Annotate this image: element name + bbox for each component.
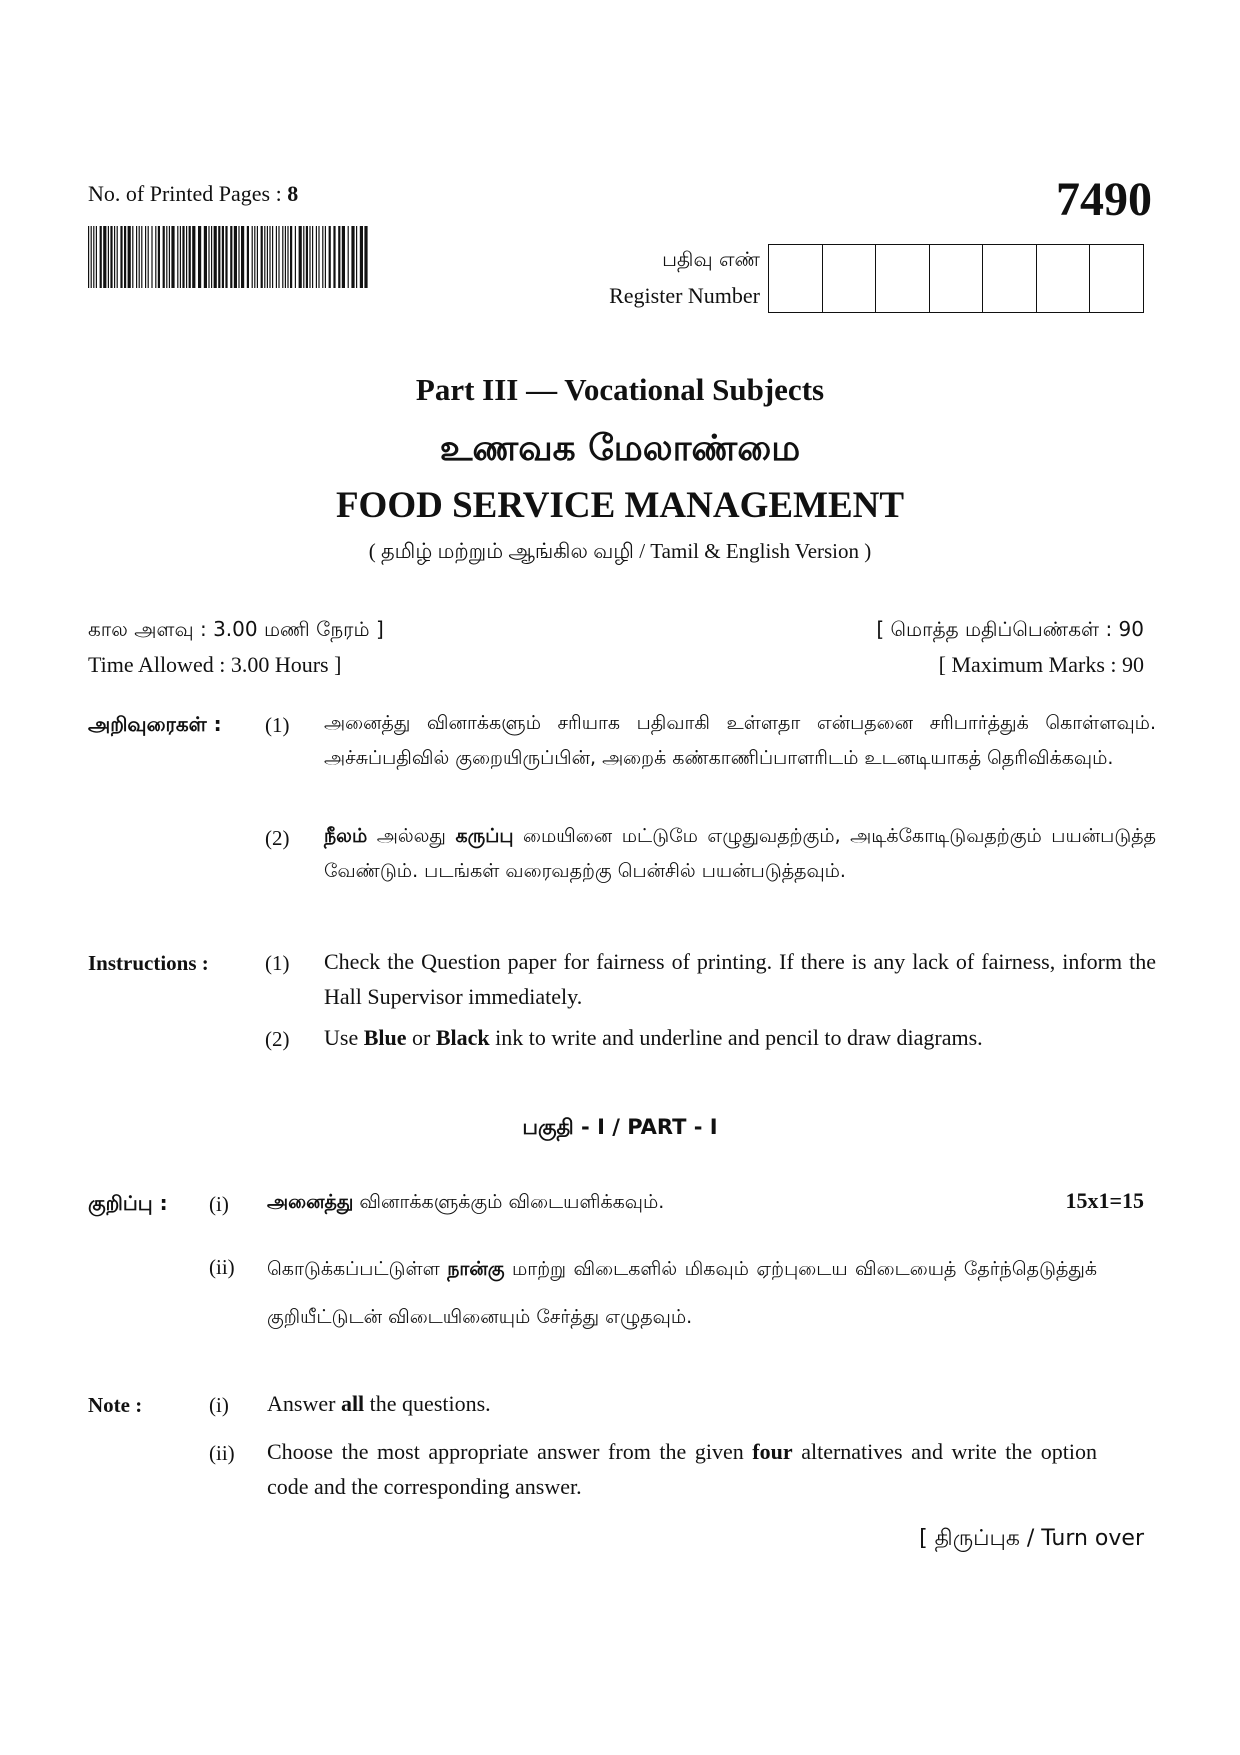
barcode-bar [322, 226, 323, 288]
barcode-bar [192, 226, 195, 288]
barcode-bar [222, 226, 224, 288]
instructions-label-tamil: அறிவுரைகள் : [88, 712, 222, 736]
barcode-bar [186, 226, 187, 288]
time-allowed-tamil: கால அளவு : 3.00 மணி நேரம் ] [88, 617, 384, 641]
barcode-bar [204, 226, 207, 288]
barcode-bar [252, 226, 253, 288]
note-num: (i) [209, 1192, 229, 1216]
barcode-bar [171, 226, 174, 288]
barcode-bar [136, 226, 137, 288]
barcode-bar [351, 226, 354, 288]
barcode-bar [182, 226, 184, 288]
barcode-bar [247, 226, 249, 288]
barcode-bar [338, 226, 340, 288]
barcode-bar [155, 226, 156, 288]
barcode-bar [282, 226, 283, 288]
register-number-boxes[interactable] [768, 244, 1144, 313]
printed-pages: No. of Printed Pages : 8 [88, 181, 299, 206]
barcode-bar [230, 226, 232, 288]
barcode-bar [96, 226, 97, 288]
note-text-english-2: Choose the most appropriate answer from the given four alternatives and write the option code and the corresponding answer. [267, 1439, 1097, 1499]
barcode-bar [166, 226, 167, 288]
barcode-bar [218, 226, 220, 288]
barcode-bar [151, 226, 152, 288]
note-label-english: Note : [88, 1393, 143, 1417]
barcode-bar [261, 226, 263, 288]
barcode-bar [364, 226, 367, 288]
barcode-bar [269, 226, 270, 288]
register-digit-box[interactable] [1037, 245, 1091, 312]
subject-title-english: FOOD SERVICE MANAGEMENT [335, 485, 905, 526]
barcode-bar [88, 226, 89, 288]
barcode-bar [163, 226, 165, 288]
barcode-bar [333, 226, 335, 288]
barcode-bar [325, 226, 326, 288]
marks-allocation: 15x1=15 [1065, 1188, 1144, 1213]
instructions-label-english: Instructions : [88, 951, 209, 975]
barcode-bar [108, 226, 109, 288]
barcode-bar [303, 226, 304, 288]
barcode-bar [234, 226, 237, 288]
barcode-bar [238, 226, 239, 288]
barcode-bar [360, 226, 363, 288]
barcode-bar [264, 226, 265, 288]
barcode-bar [290, 226, 292, 288]
instruction-num: (2) [265, 1027, 290, 1051]
note-text-tamil-1: அனைத்து வினாக்களுக்கும் விடையளிக்கவும். [267, 1191, 665, 1213]
barcode-bar [124, 226, 126, 288]
barcode-bar [272, 226, 273, 288]
note-text-tamil-2: கொடுக்கப்பட்டுள்ள நான்கு மாற்று விடைகளில் மிகவும் ஏற்புடைய விடையைத் தேர்ந்தெடுத்துக் குறியீட்டுடன் விடையினையும் சேர்த்து எழுதவும். [267, 1258, 1097, 1328]
note-num: (ii) [209, 1255, 235, 1279]
barcode-bar [100, 226, 102, 288]
barcode-bar [93, 226, 94, 288]
note-num: (ii) [209, 1441, 235, 1465]
barcode-bar [145, 226, 146, 288]
barcode-bar [189, 226, 191, 288]
register-digit-box[interactable] [1090, 245, 1143, 312]
instruction-num: (2) [265, 826, 290, 850]
barcode-bar [267, 226, 268, 288]
max-marks-tamil: [ மொத்த மதிப்பெண்கள் : 90 [876, 617, 1144, 641]
barcode-bar [254, 226, 255, 288]
note-num: (i) [209, 1393, 229, 1417]
instruction-text-tamil-1: அனைத்து வினாக்களும் சரியாக பதிவாகி உள்ளதா என்பதனை சரிபார்த்துக் கொள்ளவும். அச்சுப்பதிவில் குறையிருப்பின், அறைக் கண்காணிப்பாளரிடம் உடனடியாகத் தெரிவிக்கவும். [324, 712, 1156, 769]
barcode-bar [225, 226, 227, 288]
barcode-bar [316, 226, 317, 288]
turn-over: [ திருப்புக / Turn over [919, 1526, 1144, 1551]
barcode-bar [329, 226, 331, 288]
register-digit-box[interactable] [983, 245, 1037, 312]
register-label-english: Register Number [609, 283, 760, 308]
register-digit-box[interactable] [930, 245, 984, 312]
barcode-bar [169, 226, 170, 288]
barcode-bar [306, 226, 308, 288]
time-allowed-english: Time Allowed : 3.00 Hours ] [88, 652, 342, 677]
instruction-text-english-2: Use Blue or Black ink to write and underline and pencil to draw diagrams. [324, 1025, 983, 1050]
barcode-bar [158, 226, 160, 288]
subject-title-tamil: உணவக மேலாண்மை [439, 428, 801, 469]
barcode-bar [208, 226, 209, 288]
barcode-bar [180, 226, 181, 288]
note-text-english-1: Answer all the questions. [267, 1391, 491, 1416]
barcode-bar [141, 226, 142, 288]
barcode-bar [276, 226, 277, 288]
barcode-bar [120, 226, 122, 288]
barcode-bar [342, 226, 345, 288]
instruction-text-tamil-2: நீலம் அல்லது கருப்பு மையினை மட்டுமே எழுதுவதற்கும், அடிக்கோடிடுவதற்கும் பயன்படுத்த வேண்டும். படங்கள் வரைவதற்கு பென்சில் பயன்படுத்தவும். [324, 825, 1157, 882]
barcode-bar [299, 226, 302, 288]
part-heading: பகுதி - I / PART - I [522, 1115, 718, 1139]
barcode-bar [139, 226, 140, 288]
barcode-bar [257, 226, 258, 288]
paper-code: 7490 [1056, 173, 1152, 226]
register-digit-box[interactable] [769, 245, 823, 312]
barcode-bar [241, 226, 244, 288]
barcode-bar [211, 226, 212, 288]
register-digit-box[interactable] [876, 245, 930, 312]
barcode-bar [295, 226, 296, 288]
part-title: Part III — Vocational Subjects [415, 372, 825, 407]
barcode-bar [318, 226, 319, 288]
instruction-num: (1) [265, 951, 290, 975]
barcode-bar [309, 226, 310, 288]
barcode-bar [278, 226, 279, 288]
barcode-bar [132, 226, 133, 288]
register-digit-box[interactable] [823, 245, 877, 312]
barcode-bar [117, 226, 118, 288]
barcode-bar [348, 226, 349, 288]
barcode-bar [287, 226, 288, 288]
barcode-bar [177, 226, 178, 288]
barcode-bar [128, 226, 131, 288]
barcode-bar [110, 226, 112, 288]
instruction-num: (1) [265, 713, 290, 737]
version-line: ( தமிழ் மற்றும் ஆங்கில வழி / Tamil & English Version ) [368, 539, 872, 563]
barcode-bar [285, 226, 286, 288]
barcode-bar [356, 226, 357, 288]
instruction-text-english-1: Check the Question paper for fairness of printing. If there is any lack of fairness, inform the Hall Supervisor immediately. [324, 949, 1156, 1009]
barcode-bar [114, 226, 115, 288]
note-label-tamil: குறிப்பு : [88, 1191, 168, 1215]
register-label-tamil: பதிவு எண் [662, 247, 760, 271]
barcode-bar [103, 226, 106, 288]
barcode-bar [312, 226, 313, 288]
max-marks-english: [ Maximum Marks : 90 [938, 652, 1144, 677]
printed-pages-value: 8 [287, 181, 299, 206]
barcode-bar [91, 226, 92, 288]
barcode [88, 226, 369, 288]
barcode-bar [214, 226, 217, 288]
barcode-bar [148, 226, 149, 288]
barcode-bar [198, 226, 201, 288]
